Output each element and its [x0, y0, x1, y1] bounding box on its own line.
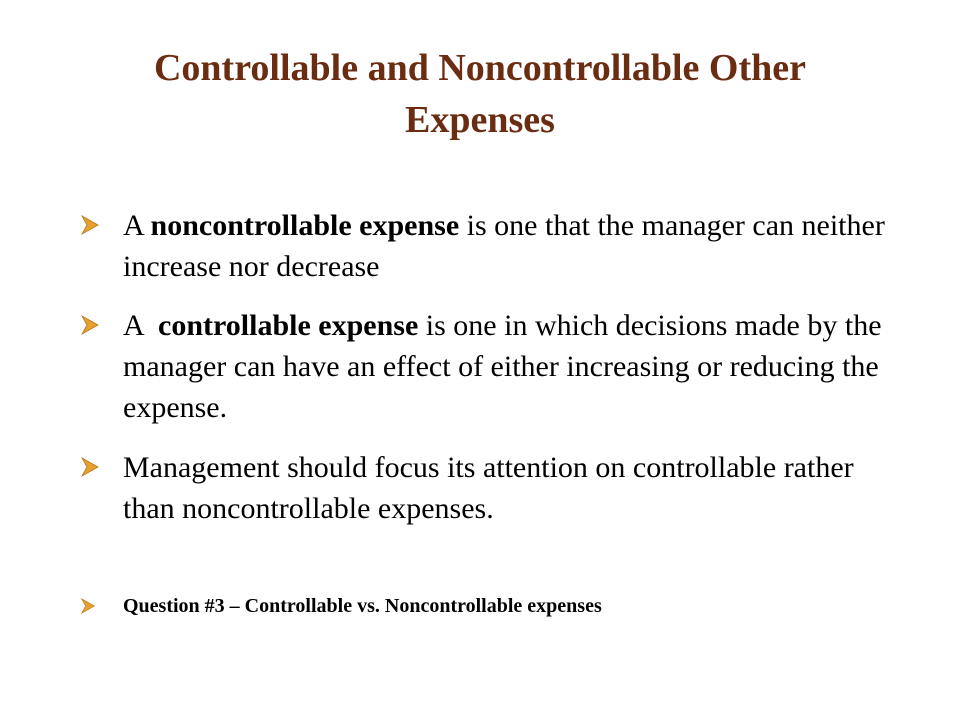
arrowhead-bullet-icon [80, 598, 96, 614]
arrowhead-bullet-icon [80, 215, 100, 235]
bullet-term: noncontrollable expense [150, 209, 460, 242]
bullet-text [123, 205, 908, 287]
bullet-term: controllable expense [158, 309, 419, 342]
question-link[interactable]: Question #3 – Controllable vs. Noncontrollable expenses [123, 595, 602, 617]
bullet-prefix: A [123, 209, 151, 242]
arrowhead-bullet-icon [80, 315, 100, 335]
bullet-text: Management should focus its attention on controllable rather than noncontrollable expenses. [123, 451, 854, 525]
slide-title [60, 42, 900, 146]
slide-title-line-1: Controllable and Noncontrollable Other [153, 47, 806, 89]
bullet-text [123, 305, 908, 428]
slide-title-line-2: Expenses [405, 99, 555, 141]
bullet-rest: is one in which decisions made by the manager can have an effect of either increasing or reducing the expense. [123, 309, 882, 424]
arrowhead-bullet-icon [80, 457, 100, 477]
bullet-rest: is one that the manager can neither increase nor decrease [123, 209, 885, 283]
bullet-prefix: A [123, 309, 159, 342]
